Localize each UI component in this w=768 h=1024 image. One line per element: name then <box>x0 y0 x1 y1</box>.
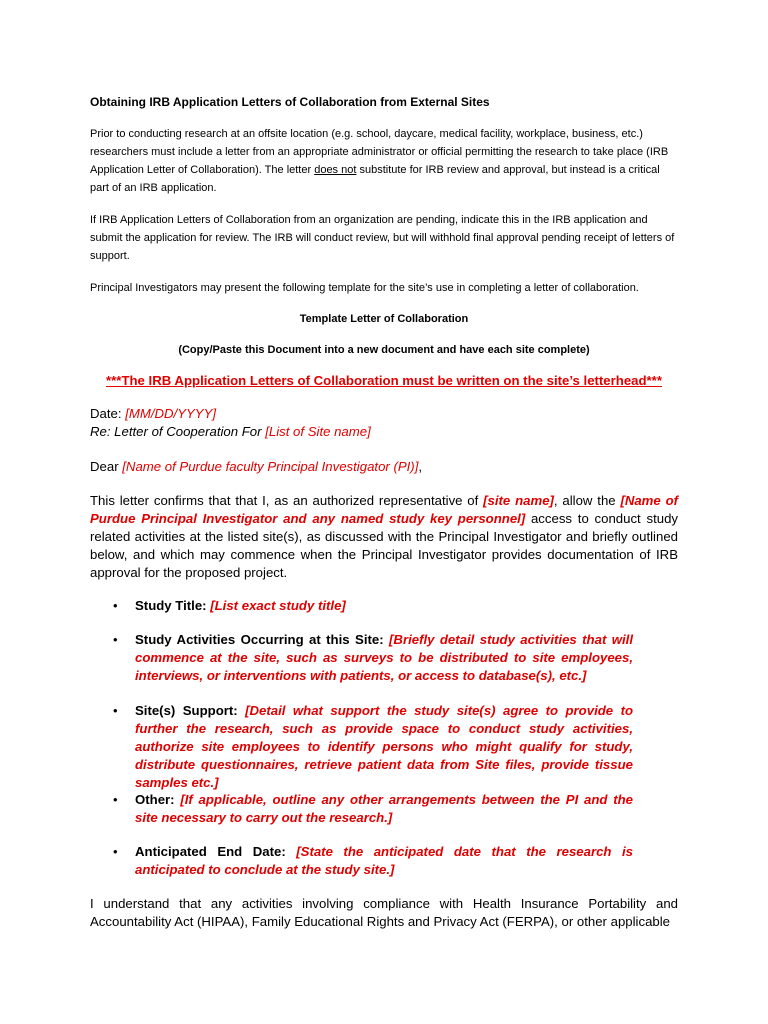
bullet-label: Site(s) Support: <box>135 703 238 718</box>
bullet-label: Anticipated End Date: <box>135 844 286 859</box>
document-heading: Obtaining IRB Application Letters of Collaboration from External Sites <box>90 95 490 109</box>
date-label: Date: <box>90 406 126 421</box>
bullet-placeholder: [If applicable, outline any other arrangements between the PI and the site necessary to carry out the research.] <box>135 792 634 825</box>
bullet-label: Study Title: <box>135 598 207 613</box>
pi-name-placeholder: [Name of Purdue faculty Principal Investigator (PI)] <box>122 459 419 474</box>
bullet-placeholder: [State the anticipated date that the research is anticipated to conclude at the study site.] <box>135 844 633 877</box>
bullet-placeholder: [Briefly detail study activities that will commence at the site, such as surveys to be distributed to site employees, interviews, or interventions with patients, or access to database(s), etc.] <box>135 632 633 683</box>
list-item <box>113 597 633 615</box>
template-note: (Copy/Paste this Document into a new document and have each site complete) <box>178 344 590 356</box>
bullet-dot: • <box>113 844 118 859</box>
bullet-label: Other: <box>135 792 175 807</box>
closing-paragraph: I understand that any activities involving compliance with Health Insurance Portability and Accountability Act (HIPAA), Family Educational Rights and Privacy Act (FERPA), or other applicable <box>90 896 678 929</box>
letter-body-paragraph <box>90 492 678 582</box>
date-line <box>90 405 678 423</box>
bullet-dot: • <box>113 598 118 613</box>
intro-text-end: substitute for IRB review and approval, but instead is a critical part of an IRB application. <box>90 164 660 194</box>
intro-emphasis: does not <box>314 164 357 176</box>
re-label: Re: Letter of Cooperation For <box>90 424 266 439</box>
date-placeholder: [MM/DD/YYYY] <box>125 406 217 421</box>
intro-paragraph <box>90 125 678 197</box>
bullet-dot: • <box>113 703 118 718</box>
body-text-2: , allow the <box>553 493 621 508</box>
salutation-label: Dear <box>90 459 123 474</box>
list-item <box>113 791 633 827</box>
letterhead-note: ***The IRB Application Letters of Collaboration must be written on the site’s letterhead*** <box>106 373 662 388</box>
re-line <box>90 423 678 441</box>
bullet-dot: • <box>113 632 118 647</box>
body-pi-placeholder: [Name of Purdue Principal Investigator and any named study key personnel] <box>90 493 679 526</box>
list-item <box>113 631 633 685</box>
list-item <box>113 843 633 879</box>
bullet-placeholder: [Detail what support the study site(s) agree to provide to further the research, such as provide space to conduct study activities, authorize site employees to identify persons who might qualify for study, distribute questionnaires, retrieve patient data from Site files, provide tissue samples etc.] <box>135 703 634 790</box>
salutation <box>90 458 678 476</box>
bullet-dot: • <box>113 792 118 807</box>
salutation-comma: , <box>418 459 423 474</box>
list-item <box>113 702 633 792</box>
template-title: Template Letter of Collaboration <box>299 313 469 325</box>
template-intro-paragraph: Principal Investigators may present the following template for the site’s use in completing a letter of collaboration. <box>90 282 639 294</box>
intro-text-start: Prior to conducting research at an offsite location (e.g. school, daycare, medical facility, workplace, business, etc.) researchers must include a letter from an appropriate administrator or official permitting the research to take place (IRB Application Letter of Collaboration). The letter <box>90 128 669 176</box>
pending-paragraph: If IRB Application Letters of Collaboration from an organization are pending, indicate this in the IRB application and submit the application for review. The IRB will conduct review, but will withhold final approval pending receipt of letters of support. <box>90 214 675 262</box>
body-site-placeholder: [site name] <box>483 493 554 508</box>
body-text-3: access to conduct study related activities at the listed site(s), as discussed with the Principal Investigator and briefly outlined below, and which may commence when the Principal Investigator provides documentation of IRB approval for the proposed project. <box>90 511 679 580</box>
body-text-1: This letter confirms that that I, as an authorized representative of <box>90 493 484 508</box>
site-name-placeholder: [List of Site name] <box>265 424 371 439</box>
bullet-placeholder: [List exact study title] <box>210 598 346 613</box>
bullet-label: Study Activities Occurring at this Site: <box>135 632 384 647</box>
